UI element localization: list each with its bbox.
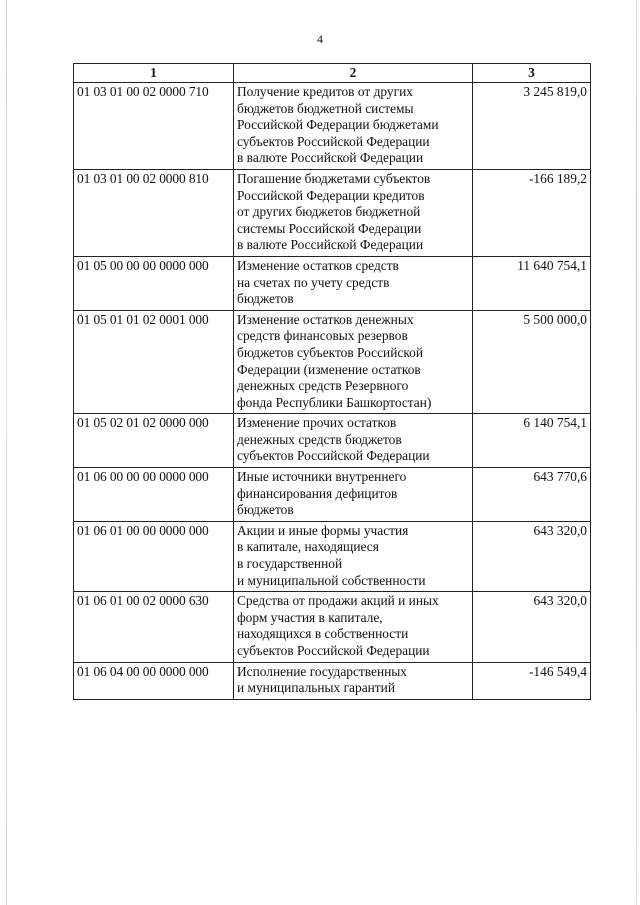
- table-row: [74, 468, 591, 522]
- budget-code-cell: 01 03 01 00 02 0000 710: [74, 83, 234, 170]
- budget-code-cell: 01 03 01 00 02 0000 810: [74, 169, 234, 256]
- budget-description-cell: [234, 83, 473, 170]
- budget-description-cell: [234, 662, 473, 699]
- amount-cell: 643 770,6: [473, 468, 591, 522]
- scan-edge-left: [6, 0, 7, 905]
- description-line: Погашение бюджетами субъектов: [237, 170, 431, 186]
- budget-code-cell: 01 06 01 00 00 0000 000: [74, 521, 234, 591]
- table-row: [74, 83, 591, 170]
- description-line: бюджетов бюджетной системы: [237, 100, 414, 116]
- scan-edge-right: [636, 0, 637, 905]
- description-line: в государственной: [237, 556, 343, 572]
- budget-sources-table: [73, 63, 591, 700]
- amount-cell: 643 320,0: [473, 521, 591, 591]
- description-line: денежных средств Резервного: [237, 378, 409, 394]
- table-header-row: [74, 64, 591, 83]
- budget-code-cell: 01 06 01 00 02 0000 630: [74, 592, 234, 662]
- amount-cell: -146 549,4: [473, 662, 591, 699]
- description-line: находящихся в собственности: [237, 626, 409, 642]
- budget-description-cell: [234, 256, 473, 310]
- column-header-amount: 3: [473, 64, 591, 83]
- column-header-code: 1: [74, 64, 234, 83]
- description-line: в валюте Российской Федерации: [237, 237, 424, 253]
- amount-cell: 643 320,0: [473, 592, 591, 662]
- description-line: форм участия в капитале,: [237, 609, 383, 625]
- amount-cell: 3 245 819,0: [473, 83, 591, 170]
- description-line: Акции и иные формы участия: [237, 522, 409, 538]
- description-line: на счетах по учету средств: [237, 274, 390, 290]
- budget-description-cell: [234, 414, 473, 468]
- description-line: Исполнение государственных: [237, 663, 407, 679]
- table-body: [74, 83, 591, 700]
- description-line: бюджетов: [237, 502, 294, 518]
- description-line: бюджетов: [237, 291, 294, 307]
- description-line: финансирования дефицитов: [237, 485, 398, 501]
- description-line: субъектов Российской Федерации: [237, 448, 430, 464]
- description-line: Средства от продажи акций и иных: [237, 593, 439, 609]
- description-line: и муниципальных гарантий: [237, 680, 395, 696]
- description-line: субъектов Российской Федерации: [237, 643, 430, 658]
- budget-code-cell: 01 05 02 01 02 0000 000: [74, 414, 234, 468]
- description-line: средств финансовых резервов: [237, 328, 408, 344]
- description-line: Иные источники внутреннего: [237, 469, 407, 485]
- budget-code-cell: 01 06 04 00 00 0000 000: [74, 662, 234, 699]
- amount-cell: -166 189,2: [473, 169, 591, 256]
- budget-description-cell: [234, 521, 473, 591]
- description-line: Изменение остатков денежных: [237, 311, 414, 327]
- description-line: Изменение остатков средств: [237, 257, 399, 273]
- column-header-name: 2: [234, 64, 473, 83]
- budget-description-cell: [234, 468, 473, 522]
- description-line: Российской Федерации бюджетами: [237, 117, 439, 133]
- description-line: Федерации (изменение остатков: [237, 361, 421, 377]
- description-line: денежных средств бюджетов: [237, 431, 402, 447]
- description-line: фонда Республики Башкортостан): [237, 394, 432, 410]
- budget-code-cell: 01 06 00 00 00 0000 000: [74, 468, 234, 522]
- description-line: в валюте Российской Федерации: [237, 150, 424, 166]
- description-line: системы Российской Федерации: [237, 220, 422, 236]
- page-number: 4: [317, 32, 323, 46]
- budget-description-cell: [234, 310, 473, 414]
- description-line: в капитале, находящиеся: [237, 539, 379, 555]
- description-line: бюджетов субъектов Российской: [237, 344, 424, 360]
- budget-code-cell: 01 05 01 01 02 0001 000: [74, 310, 234, 414]
- table-row: [74, 592, 591, 662]
- budget-description-cell: [234, 592, 473, 662]
- table-row: [74, 256, 591, 310]
- amount-cell: 6 140 754,1: [473, 414, 591, 468]
- description-line: субъектов Российской Федерации: [237, 133, 430, 149]
- description-line: Российской Федерации кредитов: [237, 187, 425, 203]
- description-line: Получение кредитов от других: [237, 84, 413, 99]
- table-row: [74, 662, 591, 699]
- amount-cell: 11 640 754,1: [473, 256, 591, 310]
- description-line: и муниципальной собственности: [237, 572, 426, 588]
- budget-code-cell: 01 05 00 00 00 0000 000: [74, 256, 234, 310]
- description-line: Изменение прочих остатков: [237, 415, 397, 431]
- table-row: [74, 414, 591, 468]
- table-row: [74, 310, 591, 414]
- amount-cell: 5 500 000,0: [473, 310, 591, 414]
- description-line: от других бюджетов бюджетной: [237, 204, 421, 220]
- table-row: [74, 169, 591, 256]
- budget-description-cell: [234, 169, 473, 256]
- table-row: [74, 521, 591, 591]
